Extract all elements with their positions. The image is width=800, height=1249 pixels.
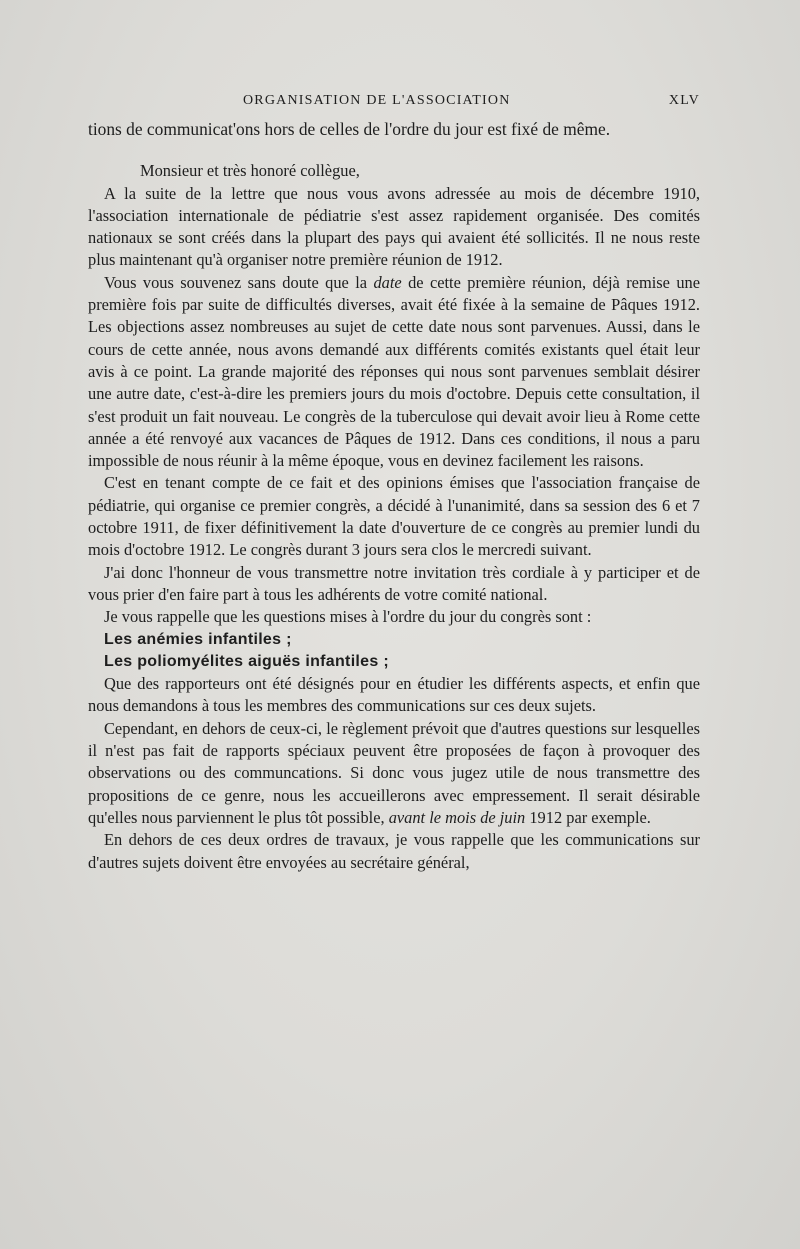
paragraph-1: A la suite de la lettre que nous vous avons adressée au mois de décembre 1910, l'association internationale de pédiatrie s'est assez rapidement organisée. Des comités nationaux se sont créés dans la plupart des pays qui avaient été sollicités. Il ne nous reste plus maintenant qu'à organiser notre première réunion de 1912.	[88, 183, 700, 270]
paragraph-2-italic: date	[373, 272, 402, 292]
paragraph-8: En dehors de ces deux ordres de travaux, je vous rappelle que les communications sur d'autres sujets doivent être envoyées au secrétaire général,	[88, 830, 700, 872]
paragraph-7-italic: avant le mois de juin	[388, 807, 526, 827]
paragraph-2	[88, 272, 700, 473]
paragraph-7-text-b: 1912 par exemple.	[525, 807, 651, 827]
running-head	[88, 93, 700, 115]
continuation-paragraph: tions de communicat'ons hors de celles de l'ordre du jour est fixé de même.	[88, 119, 611, 139]
running-head-title: ORGANISATION DE L'ASSOCIATION	[243, 93, 511, 108]
paragraph-2-text-b: de cette première réunion, déjà remise une première fois par suite de difficultés diverses, avait été fixée à la semaine de Pâques 1912. Les objections assez nombreuses au sujet de cette date nous sont parvenues. Aussi, dans le cours de cette année, nous avons demandé aux différents comités existants quel était leur avis à ce point. La grande majorité des réponses qui nous sont parvenues semblait désirer une autre date, c'est-à-dire les premiers jours du mois d'octobre. Depuis cette consultation, il s'est produit un fait nouveau. Le congrès de la tuberculose qui devait avoir lieu à Rome cette année a été renvoyé aux vacances de Pâques de 1912. Dans ces conditions, il nous a paru impossible de nous réunir à la même époque, vous en devinez facilement les raisons.	[88, 272, 700, 471]
paragraph-6: Que des rapporteurs ont été désignés pour en étudier les différents aspects, et enfin que nous demandons à tous les membres des communications sur ces deux sujets.	[88, 674, 700, 716]
paragraph-5: Je vous rappelle que les questions mises à l'ordre du jour du congrès sont :	[104, 607, 592, 627]
body-text	[88, 118, 700, 874]
paragraph-7-text-a: Cependant, en dehors de ceux-ci, le règlement prévoit que d'autres questions sur lesquelles il n'est pas fait de rapports spéciaux peuvent être proposées de façon à provoquer des observations ou des communcations. Si donc vous jugez utile de nous transmettre des propositions de ce genre, nous les accueillerons avec empressement. Il serait désirable qu'elles nous parviennent le plus tôt possible,	[88, 718, 700, 827]
page-number: XLV	[668, 93, 700, 108]
paragraph-2-text-a: Vous vous souvenez sans doute que la	[104, 272, 374, 292]
paragraph-7	[88, 718, 700, 829]
paragraph-3: C'est en tenant compte de ce fait et des opinions émises que l'association française de pédiatrie, qui organise ce premier congrès, a décidé à l'unanimité, dans sa session des 6 et 7 octobre 1911, de fixer définitivement la date d'ouverture de ce congrès au premier lundi du mois d'octobre 1912. Le congrès durant 3 jours sera clos le mercredi suivant.	[88, 473, 700, 560]
topic-poliomyelites: Les poliomyélites aiguës infantiles ;	[104, 652, 389, 670]
letter-salutation: Monsieur et très honoré collègue,	[140, 161, 360, 181]
topic-anemies: Les anémies infantiles ;	[104, 630, 292, 648]
paragraph-4: J'ai donc l'honneur de vous transmettre notre invitation très cordiale à y participer et de vous prier d'en faire part à tous les adhérents de votre comité national.	[88, 562, 700, 604]
